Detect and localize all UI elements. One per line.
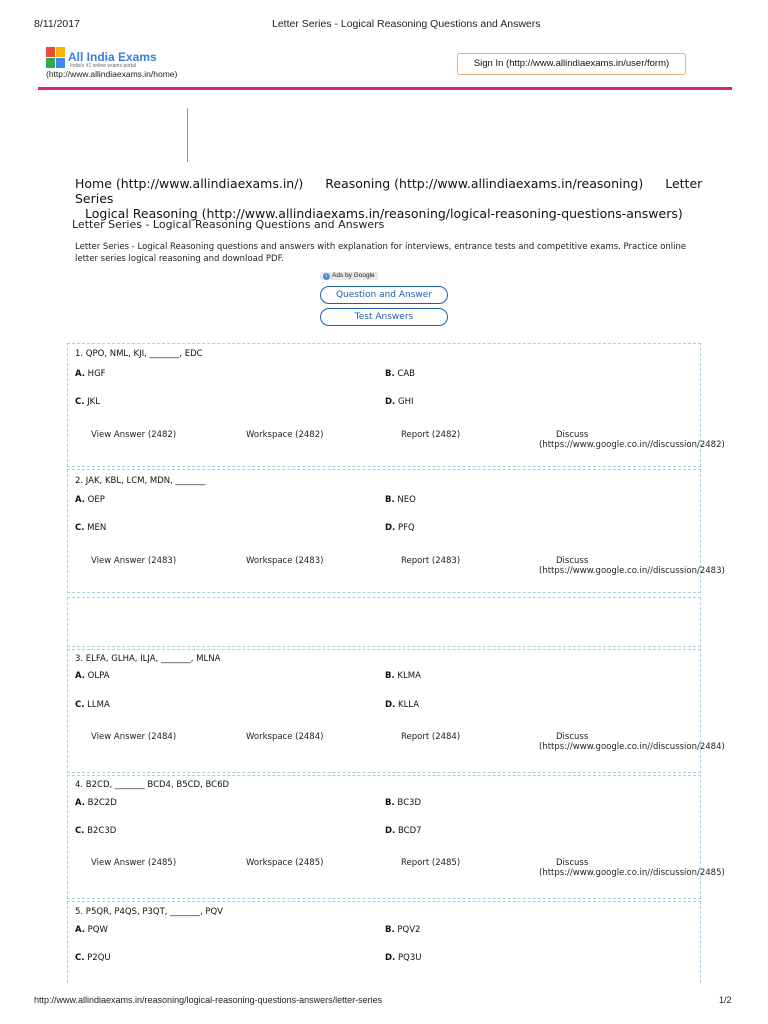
option-value: HGF	[87, 369, 106, 379]
test-answers-button[interactable]: Test Answers	[320, 308, 448, 326]
option-value: CAB	[397, 369, 416, 379]
option-letter: D.	[385, 523, 396, 533]
option-value: GHI	[398, 397, 414, 407]
option-d-1[interactable]	[385, 397, 414, 407]
breadcrumb-logical-reasoning[interactable]: Logical Reasoning (http://www.allindiaexams.in/reasoning/logical-reasoning-questions-answers)	[85, 206, 683, 221]
logo-label: All India Exams	[68, 50, 157, 64]
question-text-4: 4. B2CD, _______ BCD4, B5CD, BC6D	[75, 780, 230, 790]
option-c-3[interactable]	[75, 700, 110, 710]
print-title: Letter Series - Logical Reasoning Questions and Answers	[272, 18, 541, 30]
option-b-2[interactable]	[385, 495, 416, 505]
question-text-3: 3. ELFA, GLHA, ILJA, _______, MLNA	[75, 654, 221, 664]
option-letter: B.	[385, 925, 395, 935]
option-letter: B.	[385, 671, 395, 681]
option-letter: C.	[75, 397, 85, 407]
option-letter: C.	[75, 700, 85, 710]
option-value: BCD7	[398, 826, 422, 836]
discuss-url-4[interactable]: (https://www.google.co.in//discussion/2485)	[539, 868, 725, 878]
view-answer-link-2[interactable]: View Answer (2483)	[91, 556, 177, 566]
option-value: KLLA	[398, 700, 420, 710]
logo-tagline: India's #1 online exams portal	[70, 63, 136, 69]
discuss-link-4[interactable]: Discuss	[556, 858, 589, 868]
breadcrumb-letter-series: Letter Series	[75, 176, 703, 206]
option-letter: B.	[385, 369, 395, 379]
option-d-5[interactable]	[385, 953, 421, 963]
question-text-2: 2. JAK, KBL, LCM, MDN, _______	[75, 476, 206, 486]
print-page-number: 1/2	[719, 995, 732, 1005]
option-a-4[interactable]	[75, 798, 117, 808]
option-letter: A.	[75, 369, 85, 379]
question-text-5: 5. P5QR, P4QS, P3QT, _______, PQV	[75, 907, 223, 917]
option-a-1[interactable]	[75, 369, 106, 379]
option-letter: A.	[75, 671, 85, 681]
option-a-2[interactable]	[75, 495, 105, 505]
option-b-5[interactable]	[385, 925, 420, 935]
sign-in-button[interactable]: Sign In (http://www.allindiaexams.in/user/form)	[457, 53, 686, 75]
breadcrumb-reasoning[interactable]: Reasoning (http://www.allindiaexams.in/reasoning)	[325, 176, 644, 191]
question-card-3	[67, 649, 701, 773]
discuss-url-2[interactable]: (https://www.google.co.in//discussion/2483)	[539, 566, 725, 576]
discuss-url-1[interactable]: (https://www.google.co.in//discussion/2482)	[539, 440, 725, 450]
option-value: PQV2	[397, 925, 421, 935]
page-title: Letter Series - Logical Reasoning Questions and Answers	[72, 218, 385, 231]
option-a-3[interactable]	[75, 671, 110, 681]
logo-icon[interactable]	[46, 47, 66, 69]
view-answer-link-1[interactable]: View Answer (2482)	[91, 430, 177, 440]
option-value: OEP	[87, 495, 105, 505]
question-text-1: 1. QPO, NML, KJI, _______, EDC	[75, 349, 203, 359]
print-date: 8/11/2017	[34, 18, 80, 30]
breadcrumb	[75, 176, 705, 221]
option-b-3[interactable]	[385, 671, 421, 681]
ads-label: Ads by Google	[332, 272, 375, 279]
workspace-link-1[interactable]: Workspace (2482)	[246, 430, 324, 440]
option-c-4[interactable]	[75, 826, 116, 836]
option-value: JKL	[87, 397, 100, 407]
option-letter: D.	[385, 700, 396, 710]
view-answer-link-4[interactable]: View Answer (2485)	[91, 858, 177, 868]
report-link-3[interactable]: Report (2484)	[401, 732, 461, 742]
option-letter: A.	[75, 925, 85, 935]
option-value: B2C2D	[87, 798, 117, 808]
option-a-5[interactable]	[75, 925, 108, 935]
option-value: P2QU	[87, 953, 111, 963]
report-link-4[interactable]: Report (2485)	[401, 858, 461, 868]
page-description: Letter Series - Logical Reasoning questions and answers with explanation for interviews, entrance tests and competitive exams. Practice online letter series logical reasoning and download PDF.	[75, 242, 687, 264]
option-d-2[interactable]	[385, 523, 415, 533]
header-divider	[38, 87, 732, 90]
option-c-1[interactable]	[75, 397, 100, 407]
option-value: PQW	[87, 925, 108, 935]
question-answer-button[interactable]: Question and Answer	[320, 286, 448, 304]
option-value: PQ3U	[398, 953, 422, 963]
home-link[interactable]: (http://www.allindiaexams.in/home)	[46, 69, 178, 79]
option-value: BC3D	[397, 798, 421, 808]
option-value: PFQ	[398, 523, 415, 533]
option-c-5[interactable]	[75, 953, 111, 963]
option-value: MEN	[87, 523, 107, 533]
option-letter: A.	[75, 495, 85, 505]
option-value: OLPA	[87, 671, 110, 681]
option-letter: D.	[385, 953, 396, 963]
ads-badge[interactable]	[320, 272, 378, 280]
option-value: LLMA	[87, 700, 110, 710]
option-letter: D.	[385, 397, 396, 407]
option-b-1[interactable]	[385, 369, 415, 379]
report-link-1[interactable]: Report (2482)	[401, 430, 461, 440]
option-b-4[interactable]	[385, 798, 421, 808]
option-value: B2C3D	[87, 826, 117, 836]
option-letter: D.	[385, 826, 396, 836]
option-letter: B.	[385, 495, 395, 505]
option-letter: B.	[385, 798, 395, 808]
logo-text[interactable]	[68, 50, 157, 64]
report-link-2[interactable]: Report (2483)	[401, 556, 461, 566]
info-icon: i	[323, 273, 330, 280]
workspace-link-3[interactable]: Workspace (2484)	[246, 732, 324, 742]
breadcrumb-home[interactable]: Home (http://www.allindiaexams.in/)	[75, 176, 304, 191]
discuss-url-3[interactable]: (https://www.google.co.in//discussion/2484)	[539, 742, 725, 752]
discuss-link-1[interactable]: Discuss	[556, 430, 589, 440]
option-letter: C.	[75, 953, 85, 963]
option-letter: A.	[75, 798, 85, 808]
option-value: NEO	[397, 495, 416, 505]
option-value: KLMA	[397, 671, 421, 681]
question-card-4	[67, 775, 701, 899]
discuss-link-2[interactable]: Discuss	[556, 556, 589, 566]
view-answer-link-3[interactable]: View Answer (2484)	[91, 732, 177, 742]
print-footer-url: http://www.allindiaexams.in/reasoning/logical-reasoning-questions-answers/letter-series	[34, 995, 383, 1005]
option-letter: C.	[75, 523, 85, 533]
vertical-divider	[187, 108, 188, 162]
option-c-2[interactable]	[75, 523, 106, 533]
discuss-link-3[interactable]: Discuss	[556, 732, 589, 742]
workspace-link-4[interactable]: Workspace (2485)	[246, 858, 324, 868]
option-letter: C.	[75, 826, 85, 836]
option-d-4[interactable]	[385, 826, 422, 836]
option-d-3[interactable]	[385, 700, 419, 710]
ad-slot	[67, 597, 701, 647]
workspace-link-2[interactable]: Workspace (2483)	[246, 556, 324, 566]
